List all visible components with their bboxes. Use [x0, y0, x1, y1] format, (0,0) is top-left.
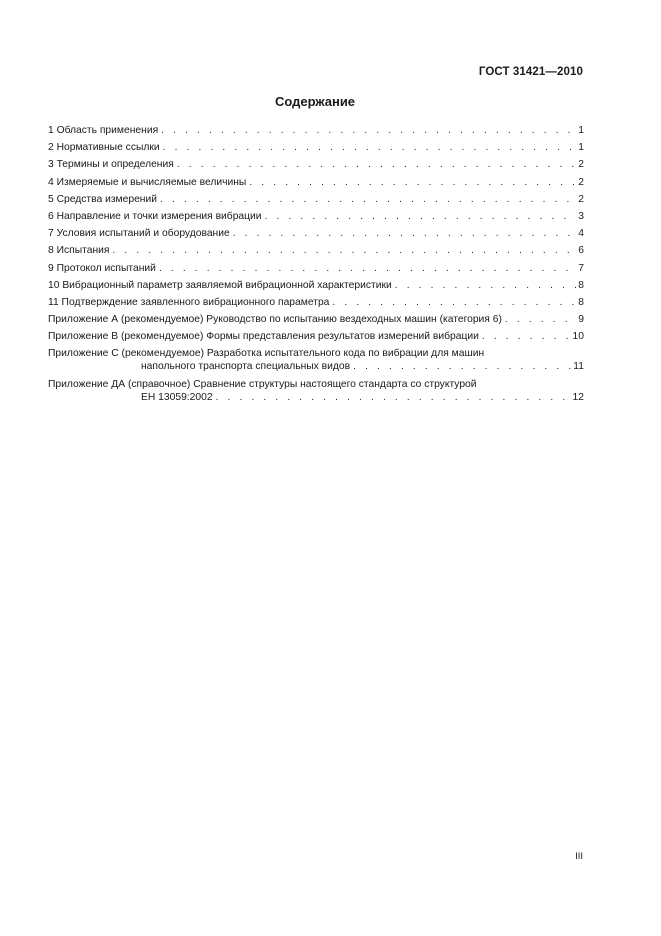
- toc-page-number: 6: [578, 245, 584, 257]
- toc-leader: [249, 176, 576, 189]
- toc-entry-appendix[interactable]: [48, 378, 584, 404]
- standard-code: ГОСТ 31421—2010: [478, 66, 583, 78]
- toc-page-number: 12: [572, 391, 584, 403]
- toc-leader: [482, 330, 571, 343]
- toc-entry-appendix[interactable]: [48, 313, 584, 326]
- toc-entry[interactable]: [48, 124, 584, 137]
- toc-entry-text: Приложение А (рекомендуемое) Руководство по испытанию вездеходных машин (категория 6): [48, 314, 502, 326]
- toc-leader: [505, 313, 576, 326]
- toc-leader: [332, 296, 576, 309]
- toc-entry[interactable]: [48, 176, 584, 189]
- toc-entry-text: 5 Средства измерений: [48, 193, 157, 205]
- toc-page-number: 9: [578, 314, 584, 326]
- toc-entry[interactable]: [48, 158, 584, 171]
- toc-page-number: 3: [578, 210, 584, 222]
- toc-leader: [216, 391, 571, 404]
- toc-entry-text: Приложение В (рекомендуемое) Формы представления результатов измерений вибрации: [48, 331, 479, 343]
- toc-page-number: 8: [578, 279, 584, 291]
- toc-entry-text: 7 Условия испытаний и оборудование: [48, 228, 230, 240]
- toc-entry[interactable]: [48, 296, 584, 309]
- toc-entry-text: 1 Область применения: [48, 125, 159, 136]
- toc-leader: [112, 244, 576, 257]
- toc-page-number: 4: [578, 228, 584, 240]
- toc-entry-appendix[interactable]: [48, 347, 584, 373]
- toc-entry-text: 4 Измеряемые и вычисляемые величины: [48, 176, 247, 188]
- toc-leader: [159, 262, 576, 275]
- toc-leader: [353, 360, 571, 373]
- table-of-contents: [48, 124, 584, 408]
- toc-leader: [395, 279, 577, 292]
- toc-entry[interactable]: [48, 227, 584, 240]
- toc-leader: [265, 210, 577, 223]
- toc-entry-text: 11 Подтверждение заявленного вибрационного параметра: [48, 296, 330, 308]
- toc-entry[interactable]: [48, 193, 584, 206]
- toc-page-number: 10: [572, 331, 584, 343]
- toc-page-number: 8: [578, 296, 584, 308]
- toc-entry[interactable]: [48, 279, 584, 292]
- toc-entry-text: 3 Термины и определения: [48, 159, 174, 171]
- toc-leader: [163, 141, 577, 154]
- toc-leader: [160, 193, 576, 206]
- toc-entry-text: 10 Вибрационный параметр заявляемой вибрационной характеристики: [48, 279, 392, 291]
- toc-entry-continuation-text: ЕН 13059:2002: [141, 391, 213, 403]
- toc-entry[interactable]: [48, 244, 584, 257]
- toc-entry-appendix[interactable]: [48, 330, 584, 343]
- toc-title: Содержание: [274, 94, 356, 109]
- toc-entry-continuation: [48, 360, 584, 373]
- toc-entry[interactable]: [48, 210, 584, 223]
- toc-page-number: 11: [573, 361, 584, 373]
- toc-entry-text: 8 Испытания: [48, 245, 110, 257]
- toc-page-number: 1: [578, 142, 584, 154]
- toc-entry-continuation-text: напольного транспорта специальных видов: [141, 361, 351, 373]
- page-number-footer: III: [575, 851, 583, 862]
- toc-entry-text: 2 Нормативные ссылки: [48, 142, 160, 154]
- toc-page-number: 2: [578, 193, 584, 205]
- toc-page-number: 7: [578, 262, 584, 274]
- toc-entry-text: Приложение С (рекомендуемое) Разработка испытательного кода по вибрации для машин: [48, 348, 485, 360]
- toc-entry[interactable]: [48, 141, 584, 154]
- toc-leader: [233, 227, 577, 240]
- toc-page-number: 2: [578, 159, 584, 171]
- toc-entry-text: Приложение ДА (справочное) Сравнение структуры настоящего стандарта со структурой: [48, 378, 477, 390]
- toc-entry-text: 9 Протокол испытаний: [48, 262, 156, 274]
- toc-entry-text: 6 Направление и точки измерения вибрации: [48, 210, 262, 222]
- toc-leader: [161, 124, 576, 137]
- toc-page-number: 2: [578, 176, 584, 188]
- toc-leader: [177, 158, 576, 171]
- toc-entry[interactable]: [48, 262, 584, 275]
- toc-page-number: 1: [578, 125, 584, 136]
- toc-entry-continuation: [48, 391, 584, 404]
